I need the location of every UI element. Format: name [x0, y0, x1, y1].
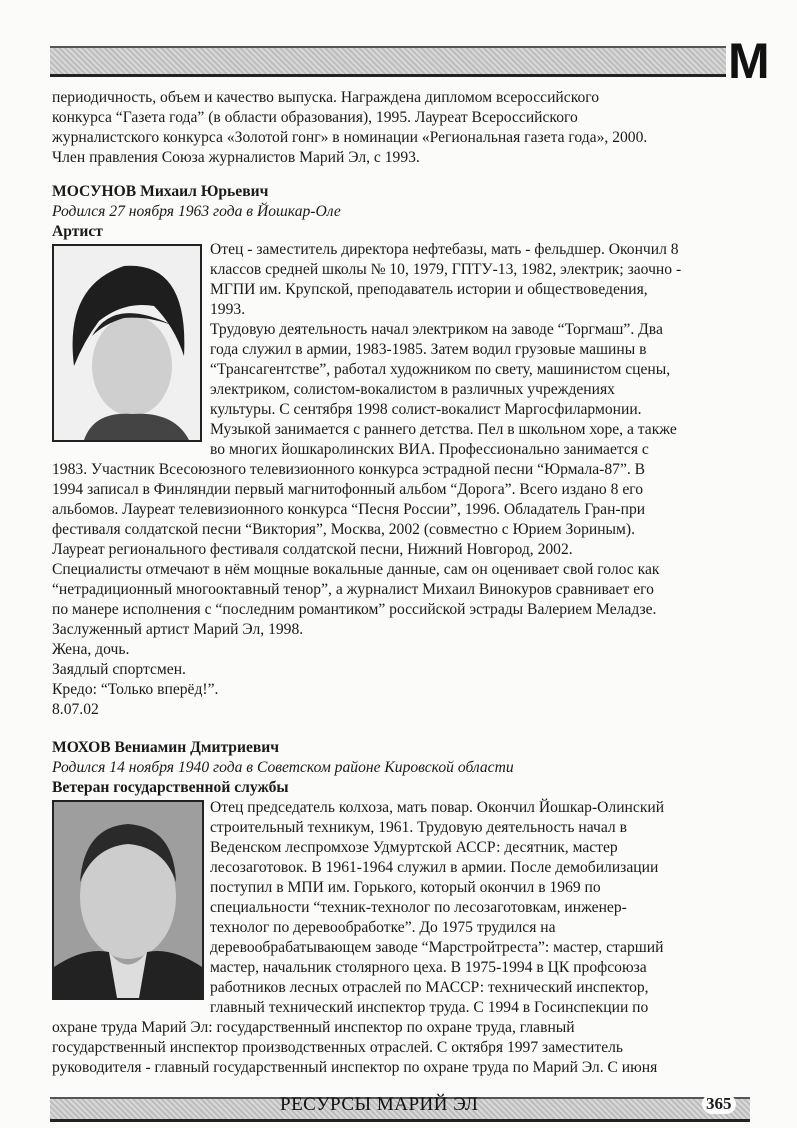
text-line: Трудовую деятельность начал электриком на заводе “Торгмаш”. Два — [210, 321, 663, 338]
entry-name: МОСУНОВ Михаил Юрьевич — [52, 183, 269, 200]
portrait-photo-mosunov — [52, 244, 202, 442]
text-line: альбомов. Лауреат телевизионного конкурса “Песня России”, 1996. Обладатель Гран-при — [52, 501, 646, 518]
text-line: специальности “техник-технолог по лесозаготовкам, инженер- — [210, 899, 627, 916]
text-line: Музыкой занимается с раннего детства. Пел в школьном хоре, а также — [210, 421, 677, 438]
entry-birth: Родился 14 ноября 1940 года в Советском районе Кировской области — [52, 759, 514, 776]
text-line: деревообрабатывающем заводе “Марстройтреста”: мастер, старший — [210, 939, 664, 956]
intro-paragraph — [52, 88, 647, 168]
text-line: классов средней школы № 10, 1979, ГПТУ-13, 1982, электрик; заочно - — [210, 261, 682, 278]
text-line: Заслуженный артист Марий Эл, 1998. — [52, 621, 304, 638]
footer-title: РЕСУРСЫ МАРИЙ ЭЛ — [280, 1094, 479, 1115]
text-line: фестиваля солдатской песни “Виктория”, Москва, 2002 (совместно с Юрием Зориным). — [52, 521, 635, 538]
entry-header-1 — [52, 182, 341, 242]
text-line: охране труда Марий Эл: государственный инспектор по охране труда, главный — [52, 1019, 575, 1036]
entry-1-body-text — [52, 460, 659, 720]
text-line: Специалисты отмечают в нём мощные вокальные данные, сам он оценивает свой голос как — [52, 561, 660, 578]
text-line: МГПИ им. Крупской, преподаватель истории и обществоведения, — [210, 281, 648, 298]
text-line: 1994 записал в Финляндии первый магнитофонный альбом “Дорога”. Всего издано 8 его — [52, 481, 644, 498]
text-line: мастер, начальник столярного цеха. В 1975-1994 в ЦК профсоюза — [210, 959, 647, 976]
text-line: лесозаготовок. В 1961-1964 служил в армии. После демобилизации — [210, 859, 659, 876]
text-line: 1993. — [210, 301, 246, 318]
text-line: года служил в армии, 1983-1985. Затем водил грузовые машины в — [210, 341, 647, 358]
portrait-photo-mokhov — [52, 800, 204, 1000]
entry-name: МОХОВ Вениамин Дмитриевич — [52, 739, 280, 756]
entry-2-side-text — [210, 798, 664, 1018]
text-line: технолог по деревообработке”. До 1975 трудился на — [210, 919, 556, 936]
entry-birth: Родился 27 ноября 1963 года в Йошкар-Оле — [52, 203, 341, 220]
text-line: Веденском леспромхозе Удмуртской АССР: десятник, мастер — [210, 839, 618, 856]
text-line: “Трансагентстве”, работал художником по свету, машинистом сцены, — [210, 361, 671, 378]
page-number: 365 — [702, 1094, 736, 1114]
text-line: руководителя - главный государственный инспектор по охране труда по Марий Эл. С июня — [52, 1059, 658, 1076]
text-line: 1983. Участник Всесоюзного телевизионного конкурса эстрадной песни “Юрмала-87”. В — [52, 461, 646, 478]
entry-header-2 — [52, 738, 514, 798]
entry-role: Артист — [52, 223, 103, 240]
text-line: по манере исполнения с “последним романтиком” российской эстрады Валерием Меладзе. — [52, 601, 657, 618]
text-line: Отец - заместитель директора нефтебазы, мать - фельдшер. Окончил 8 — [210, 241, 679, 258]
text-line: Кредо: “Только вперёд!”. — [52, 681, 219, 698]
text-line: конкурса “Газета года” (в области образования), 1995. Лауреат Всероссийского — [52, 109, 578, 126]
text-line: Лауреат регионального фестиваля солдатской песни, Нижний Новгород, 2002. — [52, 541, 573, 558]
text-line: Член правления Союза журналистов Марий Эл, с 1993. — [52, 149, 420, 166]
entry-1-side-text — [210, 240, 681, 460]
section-letter: М — [728, 33, 770, 89]
text-line: поступил в МПИ им. Горького, который окончил в 1969 по — [210, 879, 601, 896]
header-decorative-bar — [50, 46, 726, 77]
text-line: культуры. С сентября 1998 солист-вокалист Маргосфилармонии. — [210, 401, 642, 418]
text-line: Отец председатель колхоза, мать повар. Окончил Йошкар-Олинский — [210, 799, 665, 816]
text-line: государственный инспектор производственных отраслей. С октября 1997 заместитель — [52, 1039, 624, 1056]
entry-2-body-text — [52, 1018, 657, 1078]
text-line: электриком, солистом-вокалистом в различных учреждениях — [210, 381, 615, 398]
text-line: “нетрадиционный многооктавный тенор”, а журналист Михаил Винокуров сравнивает его — [52, 581, 654, 598]
text-line: во многих йошкаролинских ВИА. Профессионально занимается с — [210, 441, 649, 458]
text-line: 8.07.02 — [52, 701, 99, 718]
text-line: главный технический инспектор труда. С 1994 в Госинспекции по — [210, 999, 649, 1016]
text-line: Заядлый спортсмен. — [52, 661, 186, 678]
text-line: периодичность, объем и качество выпуска. Награждена дипломом всероссийского — [52, 89, 600, 106]
entry-role: Ветеран государственной службы — [52, 779, 289, 796]
text-line: журналистского конкурса «Золотой гонг» в номинации «Региональная газета года», 2000. — [52, 129, 648, 146]
text-line: Жена, дочь. — [52, 641, 130, 658]
text-line: строительный техникум, 1961. Трудовую деятельность начал в — [210, 819, 627, 836]
text-line: работников лесных отраслей по МАССР: технический инспектор, — [210, 979, 649, 996]
